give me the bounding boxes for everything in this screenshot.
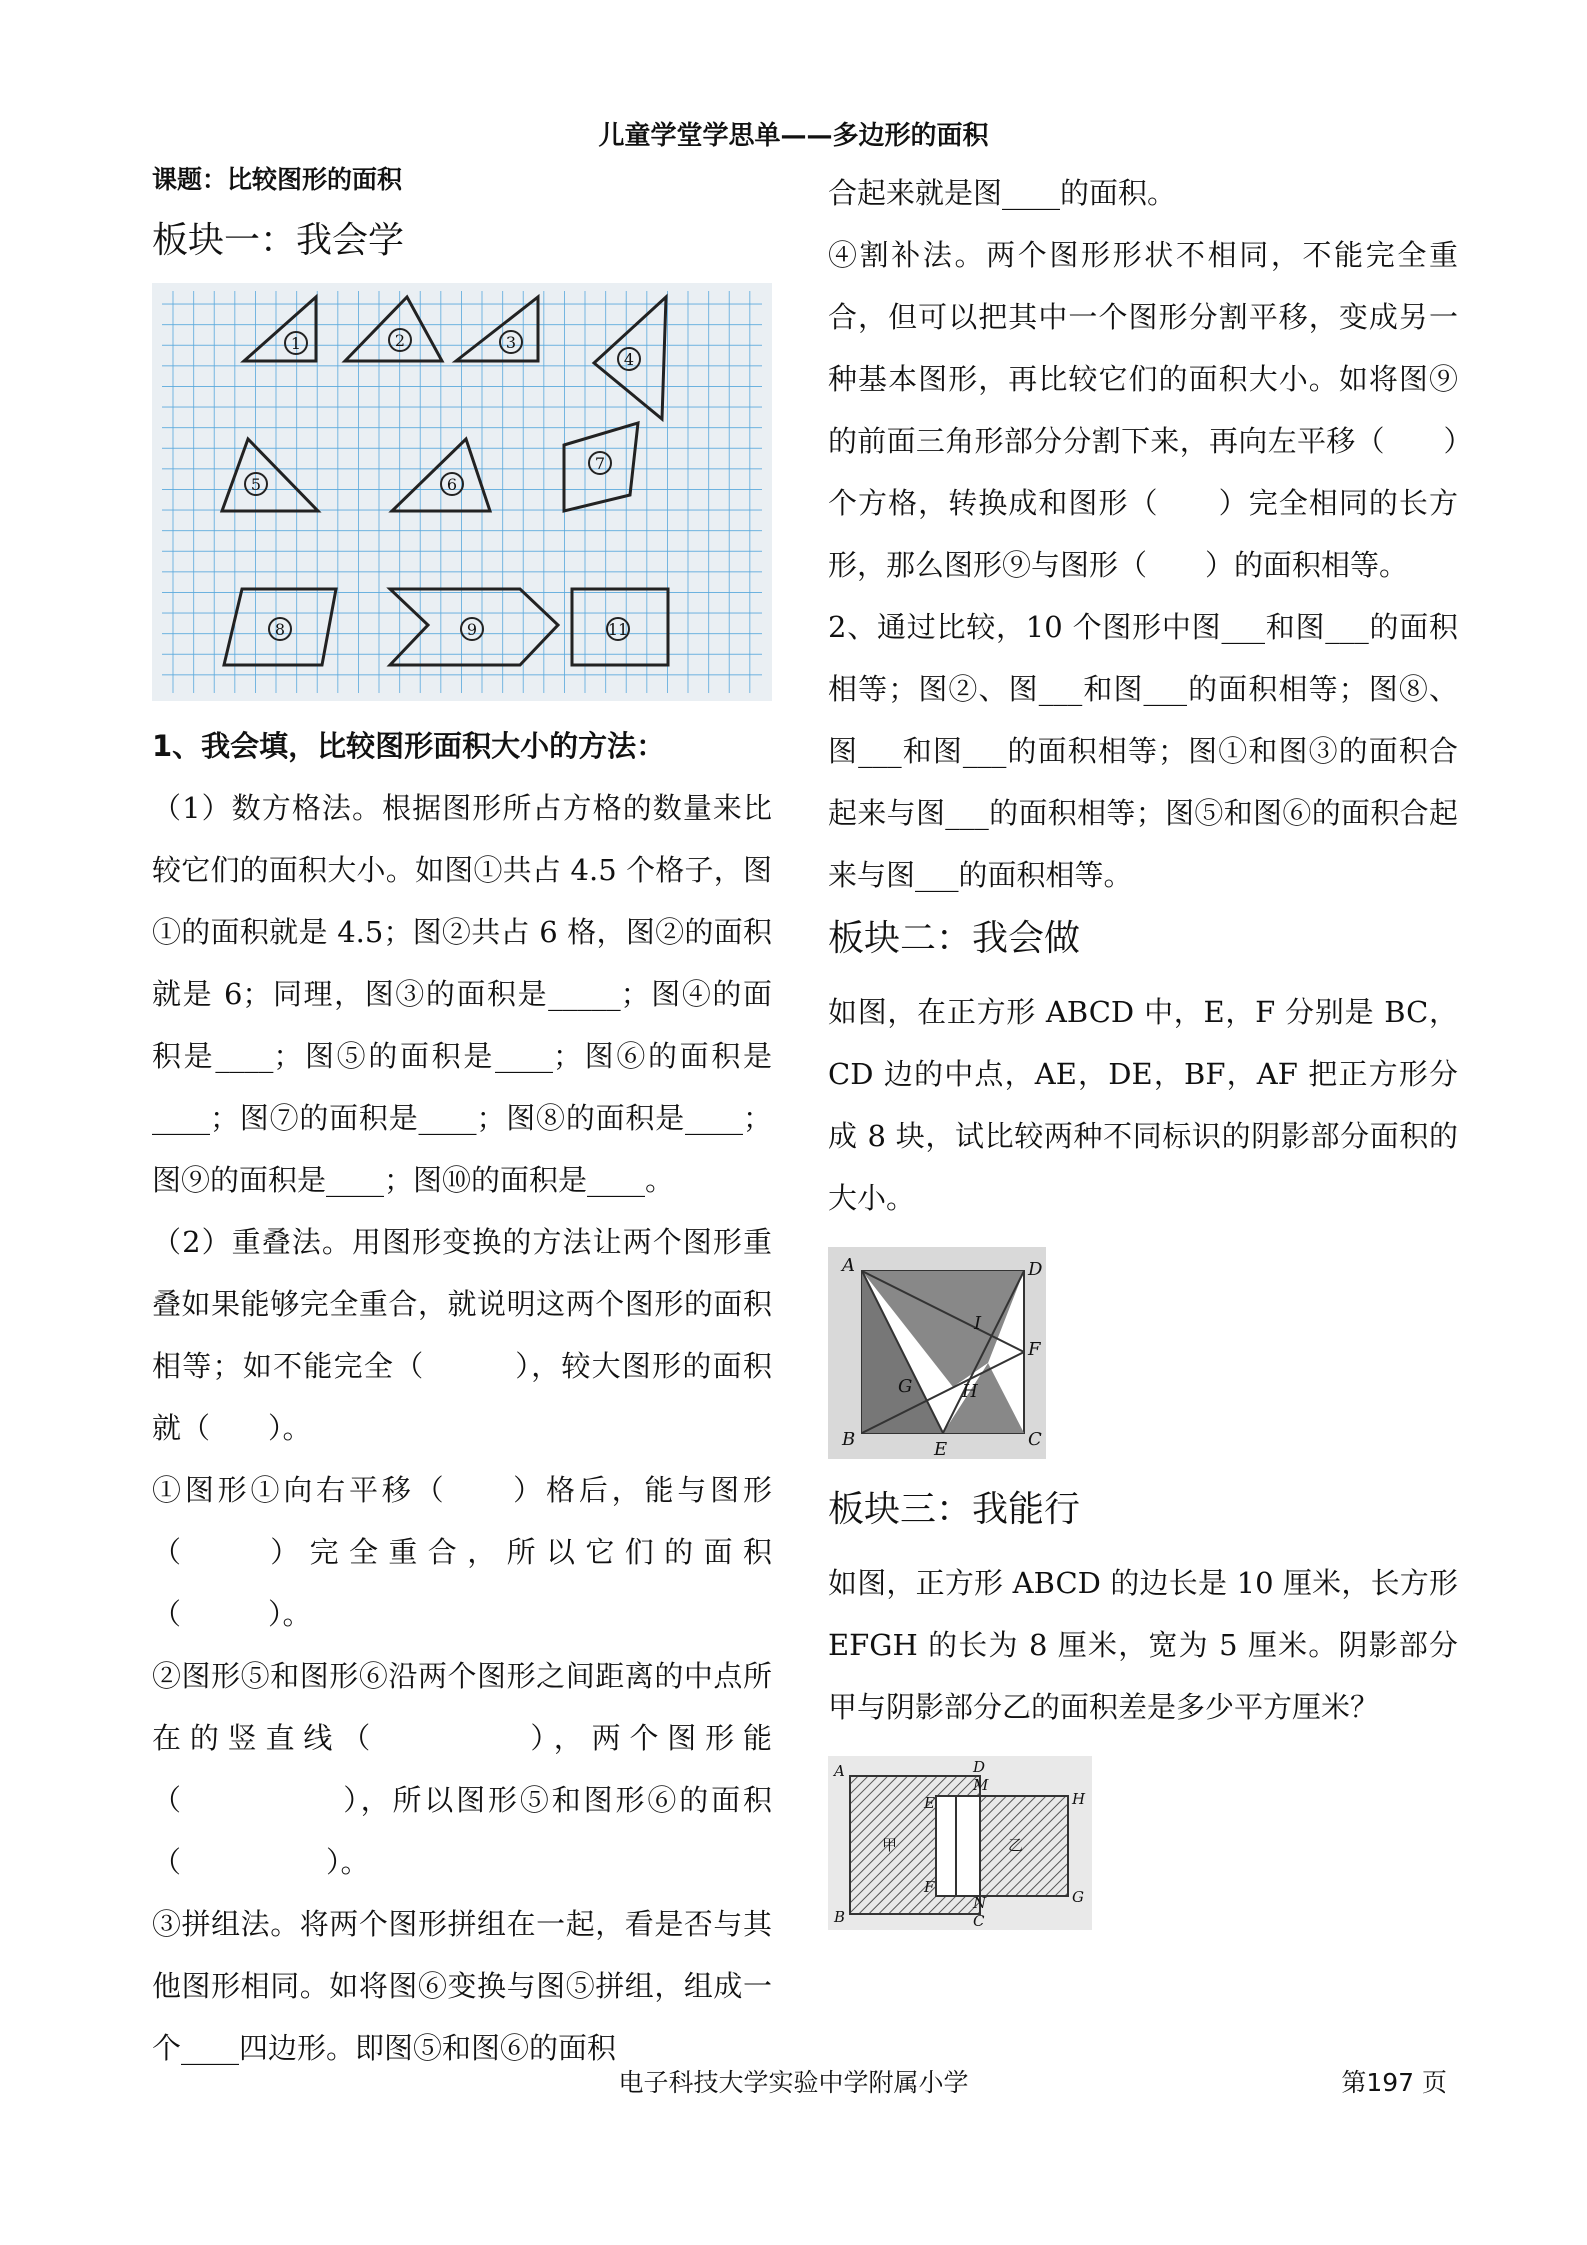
footer-school: 电子科技大学实验中学附属小学	[618, 2068, 969, 2097]
page-title: 儿童学堂学思单——多边形的面积	[598, 121, 989, 151]
svg-text:M: M	[973, 1776, 989, 1794]
rect-figure-svg	[828, 1756, 1092, 1930]
rect-figure	[828, 1756, 1458, 1934]
svg-text:D: D	[1028, 1259, 1043, 1280]
square-figure	[828, 1247, 1458, 1463]
svg-text:甲: 甲	[882, 1836, 898, 1854]
svg-text:A: A	[834, 1762, 845, 1780]
grid-label-3: 3	[505, 333, 517, 352]
section2-text: 如图，在正方形 ABCD 中，E，F 分别是 BC，CD 边的中点，AE，DE，BF，AF 把正方形分成 8 块，试比较两种不同标识的阴影部分面积的大小。	[828, 995, 1458, 1215]
q1-item1: ①图形①向右平移（ ）格后，能与图形（ ）完全重合，所以它们的面积（ ）。	[152, 1473, 772, 1631]
left-column	[152, 160, 772, 2079]
q1-item4: ④割补法。两个图形形状不相同，不能完全重合，但可以把其中一个图形分割平移，变成另一种基本图形，再比较它们的面积大小。如将图⑨的前面三角形部分分割下来，再向左平移（ ）个方格，转换成和图形（ ）完全相同的长方形，那么图形⑨与图形（ ）的面积相等。	[828, 238, 1458, 582]
svg-text:B: B	[834, 1908, 846, 1926]
svg-text:I: I	[974, 1313, 982, 1334]
svg-text:G: G	[1072, 1888, 1084, 1906]
grid-label-6: 6	[446, 475, 458, 494]
svg-text:H: H	[962, 1381, 978, 1402]
grid-label-10: 11	[607, 620, 629, 639]
svg-text:N: N	[973, 1894, 987, 1912]
grid-label-7: 7	[594, 454, 606, 473]
q1-item3: ③拼组法。将两个图形拼组在一起，看是否与其他图形相同。如将图⑥变换与图⑤拼组，组成一个____四边形。即图⑤和图⑥的面积	[152, 1907, 772, 2065]
footer-page: 第197 页	[1341, 2068, 1447, 2097]
grid-figure	[152, 283, 772, 705]
grid-label-9: 9	[466, 620, 478, 639]
section3-text: 如图，正方形 ABCD 的边长是 10 厘米，长方形 EFGH 的长为 8 厘米，宽为 5 厘米。阴影部分甲与阴影部分乙的面积差是多少平方厘米？	[828, 1566, 1458, 1724]
q1-part1: （1）数方格法。根据图形所占方格的数量来比较它们的面积大小。如图①共占 4.5 个格子，图①的面积就是 4.5；图②共占 6 格，图②的面积就是 6；同理，图③的面积是_____；图④的面积是____；图⑤的面积是____；图⑥的面积是____；图⑦的面积是____；图⑧的面积是____；图⑨的面积是____；图⑩的面积是____。	[152, 791, 772, 1197]
grid-label-4: 4	[623, 350, 635, 369]
section2-title: 板块二：我会做	[828, 918, 1081, 959]
svg-text:A: A	[842, 1255, 855, 1276]
grid-figure-svg	[152, 283, 772, 701]
section3-title: 板块三：我能行	[828, 1489, 1081, 1530]
grid-label-5: 5	[250, 475, 262, 494]
svg-text:F: F	[1028, 1339, 1041, 1360]
square-figure-svg	[828, 1247, 1046, 1459]
svg-text:C: C	[1028, 1429, 1042, 1450]
section1-title: 板块一：我会学	[152, 220, 405, 261]
lesson-title: 课题：比较图形的面积	[152, 165, 403, 194]
svg-text:E: E	[924, 1794, 935, 1812]
grid-label-2: 2	[394, 331, 406, 350]
q1-intro: 1、我会填，比较图形面积大小的方法：	[152, 729, 666, 763]
svg-text:B: B	[842, 1429, 856, 1450]
svg-text:H: H	[1072, 1790, 1086, 1808]
svg-text:E: E	[934, 1439, 948, 1459]
svg-text:C: C	[973, 1912, 985, 1930]
q1-item2: ②图形⑤和图形⑥沿两个图形之间距离的中点所在的竖直线（ ），两个图形能（ ），所以图形⑤和图形⑥的面积（ ）。	[152, 1659, 772, 1879]
q1-part2: （2）重叠法。用图形变换的方法让两个图形重叠如果能够完全重合，就说明这两个图形的面积相等；如不能完全（ ），较大图形的面积就（ ）。	[152, 1225, 772, 1445]
right-column	[828, 162, 1458, 1944]
grid-label-1: 1	[290, 334, 302, 353]
grid-label-8: 8	[274, 620, 286, 639]
svg-text:D: D	[973, 1758, 986, 1776]
svg-text:F: F	[924, 1878, 935, 1896]
svg-text:G: G	[898, 1376, 913, 1397]
q1-item3-cont: 合起来就是图____的面积。	[828, 176, 1177, 210]
svg-text:乙: 乙	[1008, 1836, 1024, 1854]
q2: 2、通过比较，10 个图形中图___和图___的面积相等；图②、图___和图___的面积相等；图⑧、图___和图___的面积相等；图①和图③的面积合起来与图___的面积相等；图⑤和图⑥的面积合起来与图___的面积相等。	[828, 610, 1458, 892]
